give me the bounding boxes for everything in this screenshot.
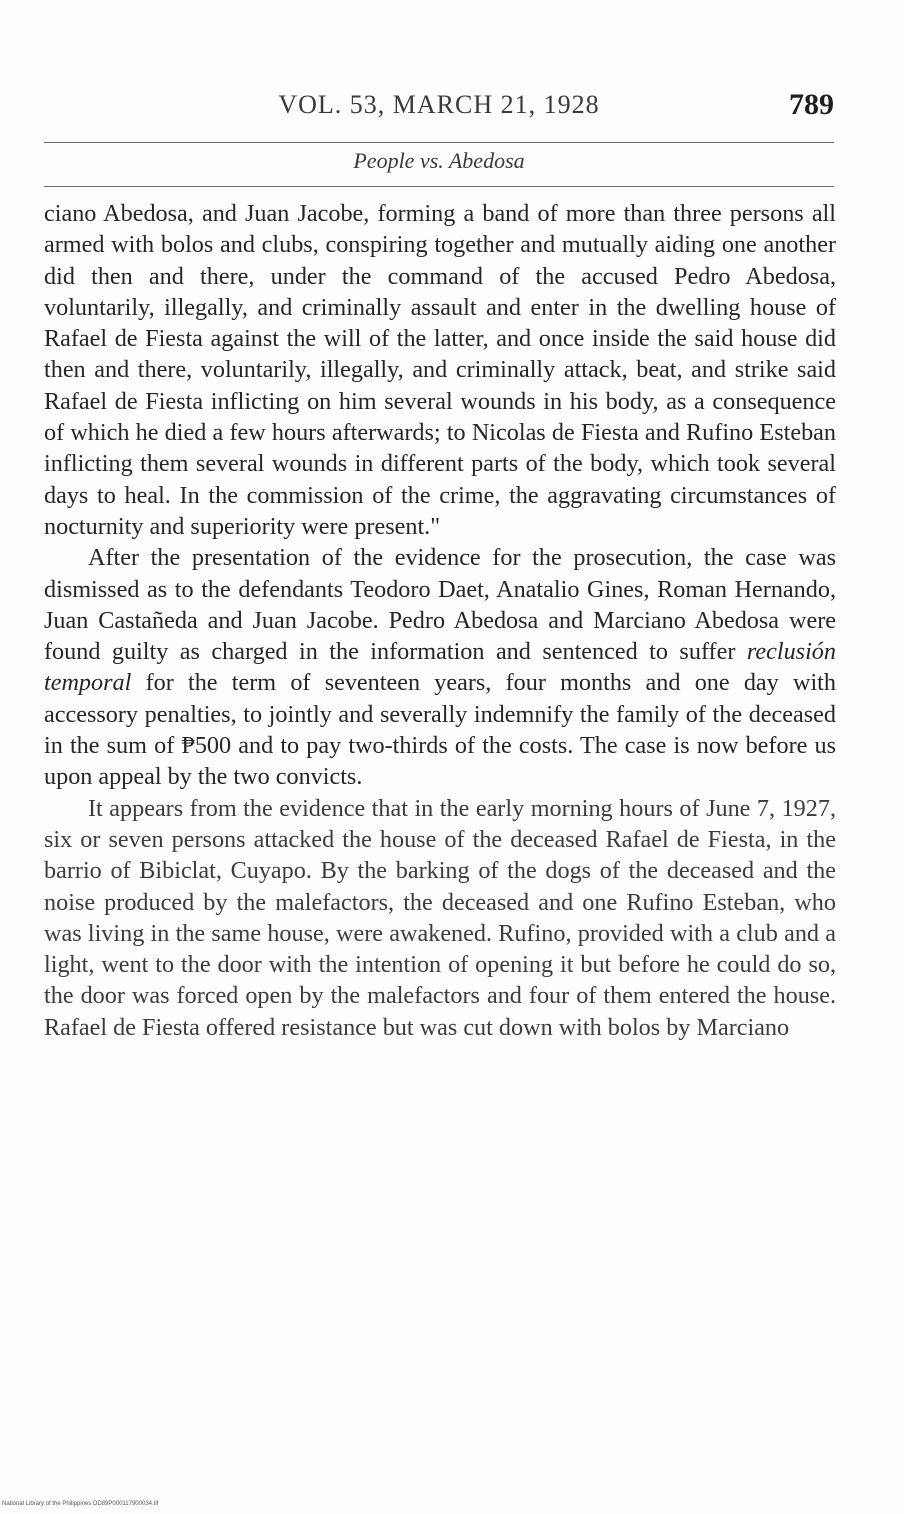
paragraph-procedural-history [44,542,836,792]
italic-term-reclusion-temporal: reclusión temporal [44,638,836,697]
case-caption: People vs. Abedosa [353,148,525,173]
paragraph-facts: It appears from the evidence that in the early morning hours of June 7, 1927, six or seven persons attacked the house of the deceased Rafael de Fiesta, in the barrio of Bibiclat, Cuyapo. By the barking of the dogs of the deceased and the noise produced by the malefactors, the deceased and one Rufino Esteban, who was living in the same house, were awakened. Rufino, provided with a club and a light, went to the door with the intention of opening it but before he could do so, the door was forced open by the malefactors and four of them entered the house. Rafael de Fiesta offered resistance but was cut down with bolos by Marciano [44,794,836,1041]
scan-credit: National Library of the Philippines DD89P000117900034.tif [2,1501,159,1507]
volume-date-line: VOL. 53, MARCH 21, 1928 [278,90,600,119]
paragraph-continued-information: ciano Abedosa, and Juan Jacobe, forming a band of more than three persons all armed with bolos and clubs, conspiring together and mutually aiding one another did then and there, under the command of the accused Pedro Abedosa, voluntarily, illegally, and criminally assault and enter in the dwelling house of Rafael de Fiesta against the will of the latter, and once inside the said house did then and there, voluntarily, illegally, and criminally attack, beat, and strike said Rafael de Fiesta inflicting on him several wounds in his body, as a consequence of which he died a few hours afterwards; to Nicolas de Fiesta and Rufino Esteban inflicting them several wounds in different parts of the body, which took several days to heal. In the commission of the crime, the aggravating circumstances of nocturnity and superiority were present." [44,200,836,540]
running-head [44,90,834,130]
body-text [44,198,836,1043]
page-number: 789 [789,88,834,121]
header-rule-bottom [44,186,834,187]
paragraph-procedural-history-part2: for the term of seventeen years, four months and one day with accessory penalties, to jointly and severally indemnify the family of the deceased in the sum of ₱500 and to pay two-thirds of the costs. The case is now before us upon appeal by the two convicts. [44,669,836,791]
paragraph-procedural-history-part1: After the presentation of the evidence for the prosecution, the case was dismissed as to the defendants Teodoro Daet, Anatalio Gines, Roman Hernando, Juan Castañeda and Juan Jacobe. Pedro Abedosa and Marciano Abedosa were found guilty as charged in the information and sentenced to suffer [44,544,836,666]
header-rule-top [44,142,834,143]
